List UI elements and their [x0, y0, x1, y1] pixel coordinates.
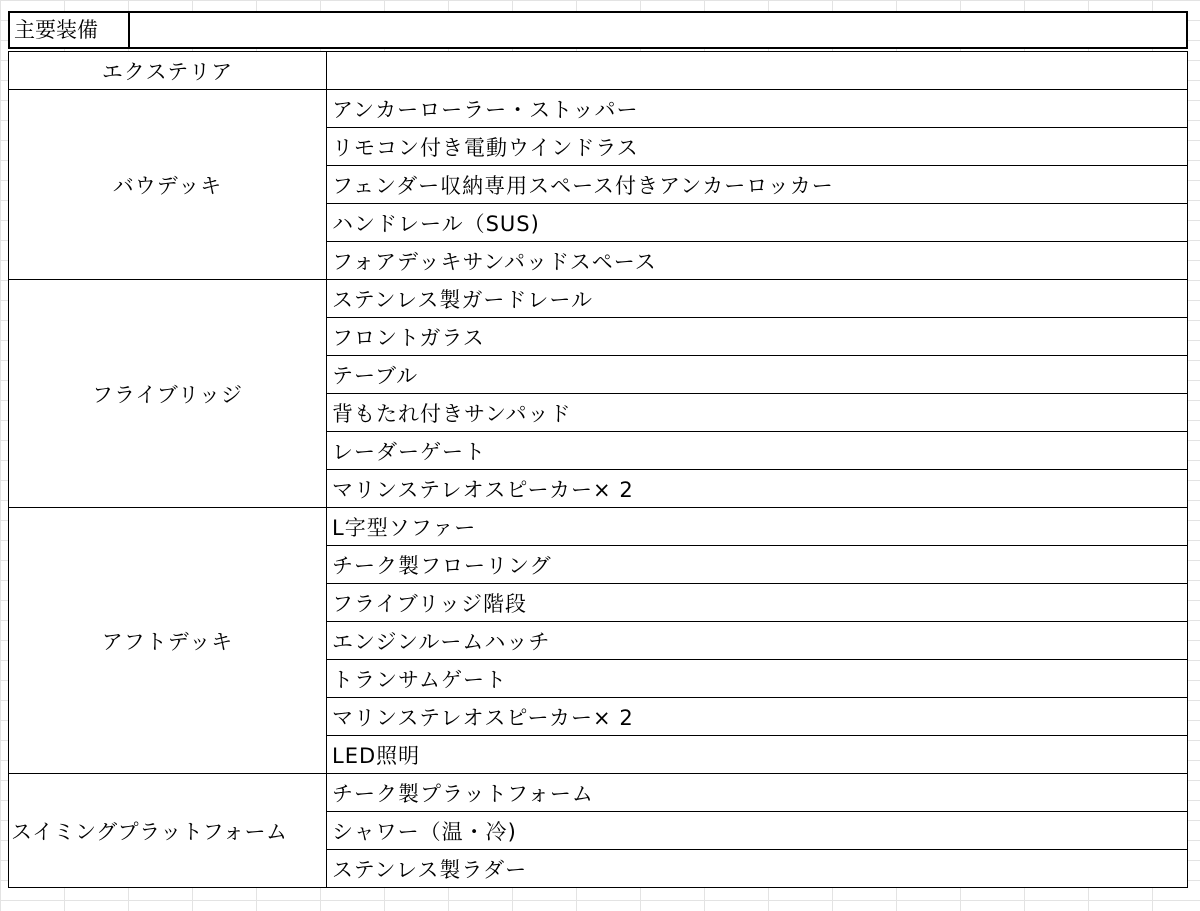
equipment-item-cell[interactable]: トランサムゲート — [327, 660, 1188, 698]
section-label-cell[interactable]: アフトデッキ — [9, 508, 327, 774]
equipment-item-cell[interactable]: チーク製フローリング — [327, 546, 1188, 584]
equipment-item-cell[interactable]: フロントガラス — [327, 318, 1188, 356]
equipment-item-cell[interactable]: L字型ソファー — [327, 508, 1188, 546]
section-label-cell[interactable]: フライブリッジ — [9, 280, 327, 508]
table-row — [9, 508, 1188, 546]
equipment-item-cell[interactable]: フォアデッキサンパッドスペース — [327, 242, 1188, 280]
table-row — [9, 774, 1188, 812]
table-header-row — [8, 11, 1188, 49]
equipment-item-cell[interactable]: フライブリッジ階段 — [327, 584, 1188, 622]
equipment-item-cell[interactable]: シャワー（温・冷) — [327, 812, 1188, 850]
table-row — [9, 90, 1188, 128]
equipment-item-cell[interactable]: フェンダー収納専用スペース付きアンカーロッカー — [327, 166, 1188, 204]
equipment-item-cell[interactable]: チーク製プラットフォーム — [327, 774, 1188, 812]
equipment-item-cell[interactable]: アンカーローラー・ストッパー — [327, 90, 1188, 128]
table-row — [9, 280, 1188, 318]
equipment-item-cell[interactable]: ステンレス製ガードレール — [327, 280, 1188, 318]
equipment-item-cell[interactable]: ステンレス製ラダー — [327, 850, 1188, 888]
equipment-table-body — [9, 52, 1188, 888]
equipment-item-cell[interactable]: マリンステレオスピーカー× 2 — [327, 470, 1188, 508]
equipment-item-cell[interactable]: マリンステレオスピーカー× 2 — [327, 698, 1188, 736]
table-title[interactable]: 主要装備 — [10, 13, 130, 47]
equipment-item-cell[interactable] — [327, 52, 1188, 90]
equipment-item-cell[interactable]: テーブル — [327, 356, 1188, 394]
section-label-cell[interactable]: エクステリア — [9, 52, 327, 90]
equipment-item-cell[interactable]: LED照明 — [327, 736, 1188, 774]
equipment-table — [8, 51, 1188, 888]
equipment-item-cell[interactable]: ハンドレール（SUS) — [327, 204, 1188, 242]
equipment-item-cell[interactable]: エンジンルームハッチ — [327, 622, 1188, 660]
equipment-item-cell[interactable]: リモコン付き電動ウインドラス — [327, 128, 1188, 166]
section-label-cell[interactable]: スイミングプラットフォーム — [9, 774, 327, 888]
table-row — [9, 52, 1188, 90]
equipment-item-cell[interactable]: 背もたれ付きサンパッド — [327, 394, 1188, 432]
equipment-item-cell[interactable]: レーダーゲート — [327, 432, 1188, 470]
section-label-cell[interactable]: バウデッキ — [9, 90, 327, 280]
